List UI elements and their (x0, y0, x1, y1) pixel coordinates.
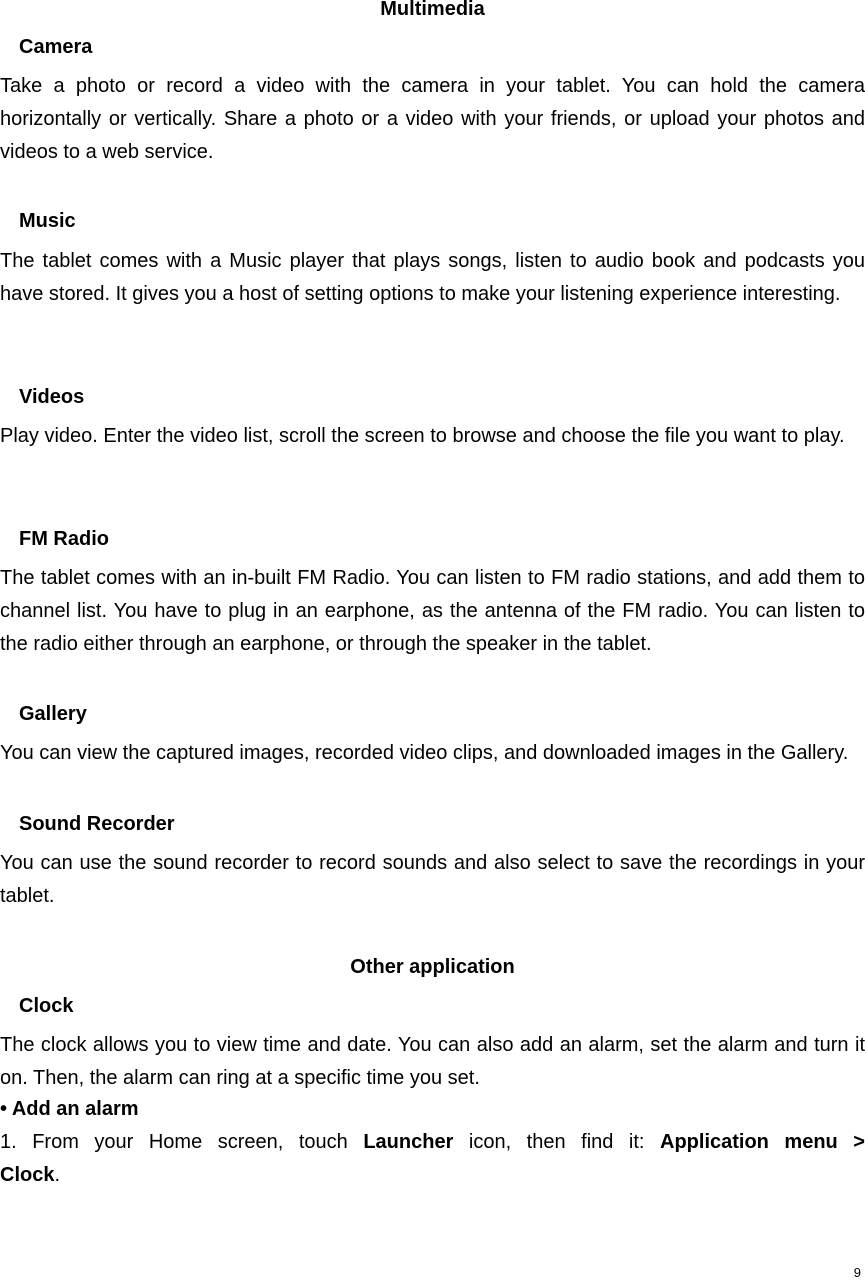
paragraph-camera: Take a photo or record a video with the camera in your tablet. You can hold the camera horizontally or vertically. Share a photo or a video with your friends, or upload your photos and videos to a web service. (0, 75, 865, 163)
step-prefix: 1. From your Home screen, touch (0, 1131, 364, 1153)
heading-camera: Camera (19, 36, 93, 58)
heading-videos: Videos (19, 386, 85, 408)
launcher-label: Launcher (363, 1131, 454, 1153)
heading-gallery: Gallery (19, 703, 87, 725)
heading-sound-recorder: Sound Recorder (19, 813, 175, 835)
heading-clock: Clock (19, 995, 74, 1017)
paragraph-fm-radio: The tablet comes with an in-built FM Radio. You can listen to FM radio stations, and add them to channel list. You have to plug in an earphone, as the antenna of the FM radio. You can listen to the radio either through an earphone, or through the speaker in the tablet. (0, 567, 865, 655)
heading-fm-radio: FM Radio (19, 528, 109, 550)
clock-label: Clock (0, 1164, 55, 1186)
heading-music: Music (19, 210, 76, 232)
paragraph-videos: Play video. Enter the video list, scroll the screen to browse and choose the file you want to play. (0, 425, 845, 447)
paragraph-clock: The clock allows you to view time and date. You can also add an alarm, set the alarm and turn it on. Then, the alarm can ring at a specific time you set. (0, 1034, 865, 1089)
paragraph-gallery: You can view the captured images, recorded video clips, and downloaded images in the Gallery. (0, 742, 849, 764)
step-period: . (54, 1164, 61, 1186)
step-line-1 (0, 1126, 865, 1159)
heading-add-alarm: • Add an alarm (0, 1098, 139, 1120)
paragraph-music: The tablet comes with a Music player that plays songs, listen to audio book and podcasts you have stored. It gives you a host of setting options to make your listening experience interesting. (0, 250, 865, 305)
paragraph-add-alarm-step (0, 1126, 865, 1192)
section-title-other-application: Other application (350, 956, 515, 978)
step-middle: icon, then find it: (453, 1131, 661, 1153)
section-title-multimedia: Multimedia (380, 0, 485, 20)
page-number: 9 (853, 1265, 861, 1280)
application-menu-label: Application menu > (660, 1131, 865, 1153)
paragraph-sound-recorder: You can use the sound recorder to record sounds and also select to save the recordings in your tablet. (0, 852, 865, 907)
step-line-2 (0, 1159, 865, 1192)
